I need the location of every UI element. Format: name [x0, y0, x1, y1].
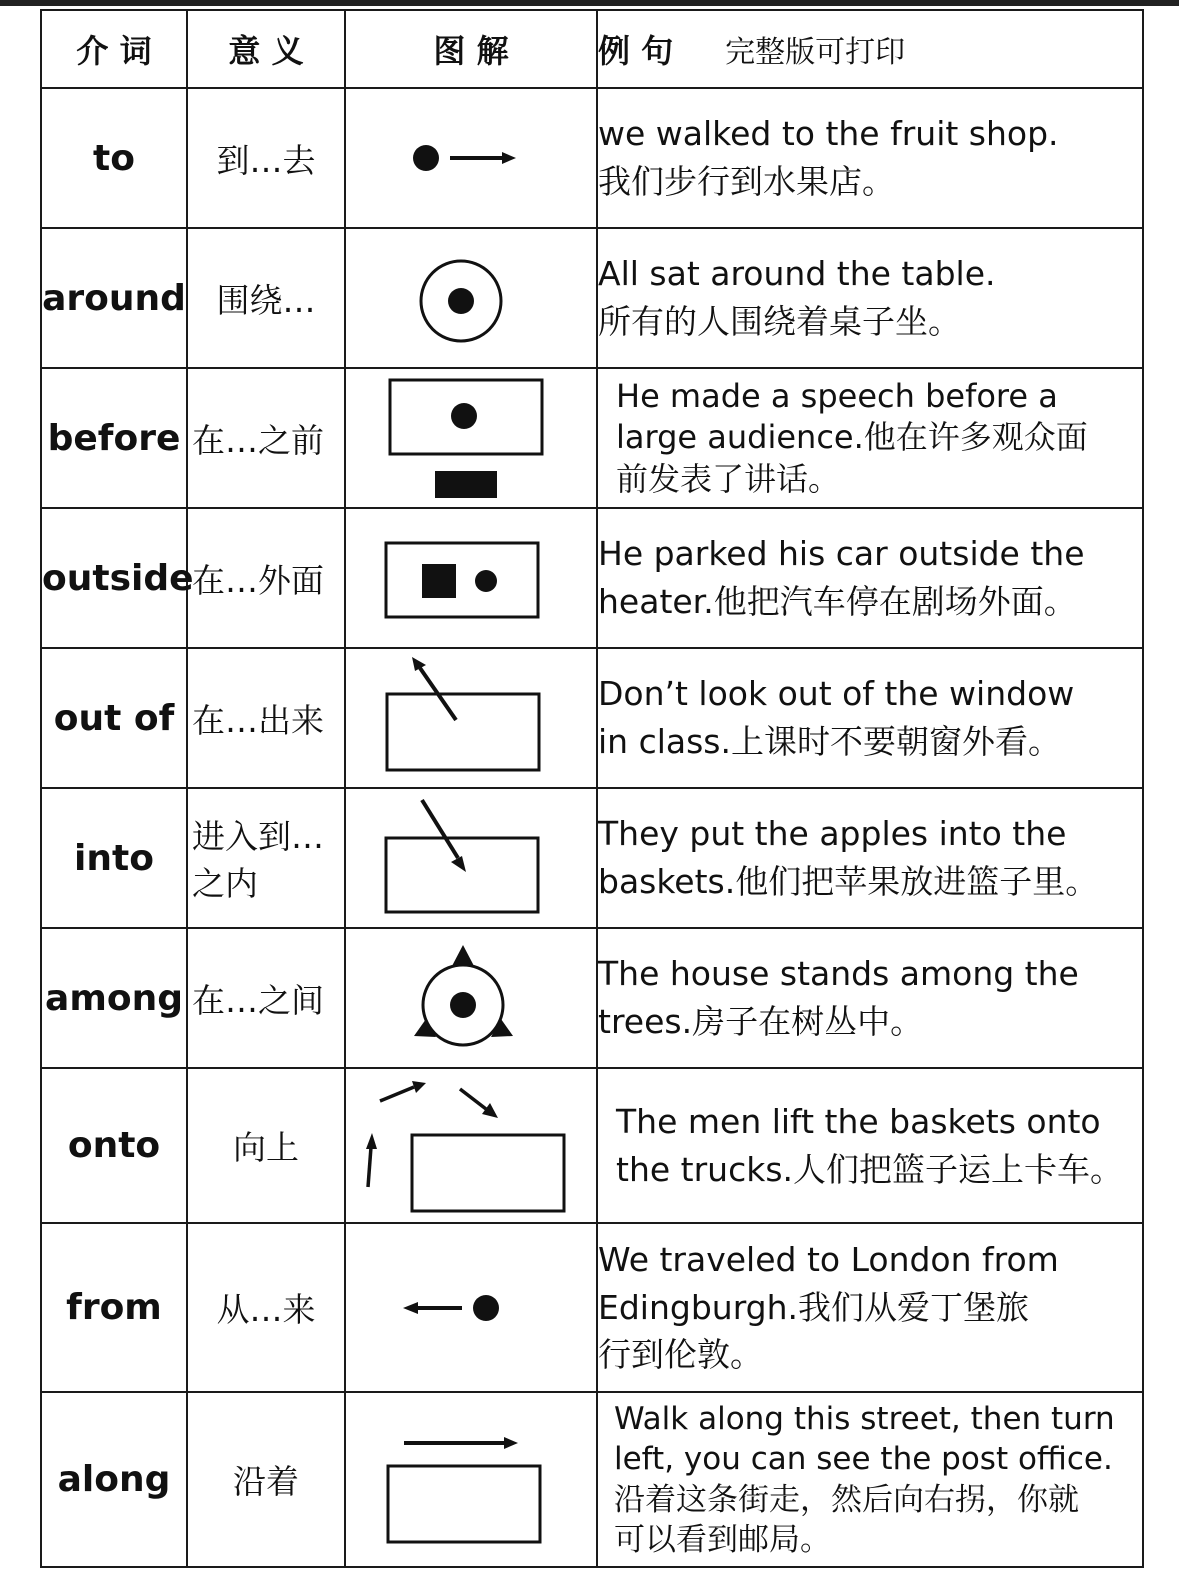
- table-row: [41, 228, 1143, 368]
- preposition-word: from: [41, 1223, 187, 1392]
- example-line: Edingburgh.我们从爱丁堡旅: [598, 1287, 1030, 1327]
- example-line: heater.他把汽车停在剧场外面。: [598, 582, 1077, 621]
- preposition-word: out of: [41, 648, 187, 788]
- example-line: All sat around the table.: [598, 254, 996, 294]
- box-dot-bar-below-icon: [346, 372, 596, 504]
- table-row: [41, 788, 1143, 928]
- box-square-dot-icon: [346, 513, 596, 643]
- preposition-meaning: 沿着: [187, 1392, 345, 1567]
- example-line: in class.上课时不要朝窗外看。: [598, 722, 1061, 761]
- example-line: He made a speech before a: [616, 376, 1058, 415]
- example-line: 可以看到邮局。: [614, 1521, 831, 1558]
- example-line: trees.房子在树丛中。: [598, 1002, 924, 1041]
- preposition-word: among: [41, 928, 187, 1068]
- preposition-word: around: [41, 228, 187, 368]
- example-sentence: [597, 1392, 1143, 1567]
- table-row: [41, 368, 1143, 508]
- arrows-onto-box-icon: [346, 1071, 596, 1221]
- example-sentence: [597, 648, 1143, 788]
- preposition-meaning: 在…之间: [187, 928, 345, 1068]
- table-row: [41, 1068, 1143, 1223]
- preposition-meaning: 围绕…: [187, 228, 345, 368]
- preposition-meaning: 向上: [187, 1068, 345, 1223]
- diagram-cell: [345, 228, 597, 368]
- preposition-word: to: [41, 88, 187, 228]
- example-line: left, you can see the post office.: [614, 1441, 1113, 1478]
- header-print-note: 完整版可打印: [725, 35, 906, 70]
- arrow-left-dot-icon: [346, 1243, 596, 1373]
- example-line: 行到伦敦。: [598, 1335, 763, 1375]
- table-row: [41, 1223, 1143, 1392]
- example-line: He parked his car outside the: [598, 534, 1085, 574]
- example-line: 所有的人围绕着桌子坐。: [598, 302, 961, 341]
- diagram-cell: [345, 88, 597, 228]
- header-row: [41, 10, 1143, 88]
- example-line: The men lift the baskets onto: [616, 1101, 1101, 1141]
- header-example: [597, 10, 1143, 88]
- dot-arrow-right-icon: [346, 93, 596, 223]
- example-line: the trucks.人们把篮子运上卡车。: [616, 1149, 1124, 1189]
- header-example-label: 例 句: [598, 32, 674, 70]
- example-line: baskets.他们把苹果放进篮子里。: [598, 862, 1099, 901]
- diagram-cell: [345, 648, 597, 788]
- table-row: [41, 508, 1143, 648]
- diagram-cell: [345, 1392, 597, 1567]
- example-line: They put the apples into the: [598, 814, 1067, 854]
- example-line: 我们步行到水果店。: [598, 162, 895, 201]
- preposition-word: onto: [41, 1068, 187, 1223]
- example-line: 沿着这条街走，然后向右拐，你就: [614, 1481, 1079, 1518]
- example-line: The house stands among the: [598, 954, 1079, 994]
- header-diagram: 图 解: [345, 10, 597, 88]
- preposition-meaning: [187, 788, 345, 928]
- header-prep: 介 词: [41, 10, 187, 88]
- diagram-cell: [345, 508, 597, 648]
- preposition-word: before: [41, 368, 187, 508]
- example-sentence: [597, 788, 1143, 928]
- preposition-word: outside: [41, 508, 187, 648]
- meaning-line: 进入到…: [192, 817, 324, 856]
- example-sentence: [597, 1068, 1143, 1223]
- example-sentence: [597, 228, 1143, 368]
- example-sentence: [597, 1223, 1143, 1392]
- example-line: 前发表了讲话。: [616, 459, 841, 498]
- table-row: [41, 88, 1143, 228]
- example-line: large audience.他在许多观众面: [616, 418, 1088, 457]
- example-line: we walked to the fruit shop.: [598, 114, 1059, 154]
- table-row: [41, 648, 1143, 788]
- meaning-line: 之内: [192, 864, 258, 903]
- example-sentence: [597, 928, 1143, 1068]
- circle-dot-icon: [346, 233, 596, 363]
- diagram-cell: [345, 368, 597, 508]
- diagram-cell: [345, 928, 597, 1068]
- header-meaning: 意 义: [187, 10, 345, 88]
- example-line: Don’t look out of the window: [598, 674, 1075, 714]
- arrow-over-box-icon: [346, 1405, 596, 1555]
- preposition-meaning: 在…之前: [187, 368, 345, 508]
- diagram-cell: [345, 1068, 597, 1223]
- example-sentence: [597, 88, 1143, 228]
- diagram-cell: [345, 1223, 597, 1392]
- preposition-meaning: 在…出来: [187, 648, 345, 788]
- preposition-meaning: 从…来: [187, 1223, 345, 1392]
- example-sentence: [597, 508, 1143, 648]
- preposition-meaning: 到…去: [187, 88, 345, 228]
- example-line: Walk along this street, then turn: [614, 1400, 1115, 1437]
- preposition-word: into: [41, 788, 187, 928]
- example-sentence: [597, 368, 1143, 508]
- box-arrow-out-icon: [346, 652, 596, 784]
- preposition-meaning: 在…外面: [187, 508, 345, 648]
- top-edge-bar: [0, 0, 1179, 6]
- preposition-table: [40, 9, 1144, 1568]
- circle-dot-triangles-icon: [346, 933, 596, 1063]
- table-row: [41, 1392, 1143, 1567]
- diagram-cell: [345, 788, 597, 928]
- example-line: We traveled to London from: [598, 1239, 1059, 1279]
- preposition-word: along: [41, 1392, 187, 1567]
- box-arrow-in-icon: [346, 792, 596, 924]
- table-row: [41, 928, 1143, 1068]
